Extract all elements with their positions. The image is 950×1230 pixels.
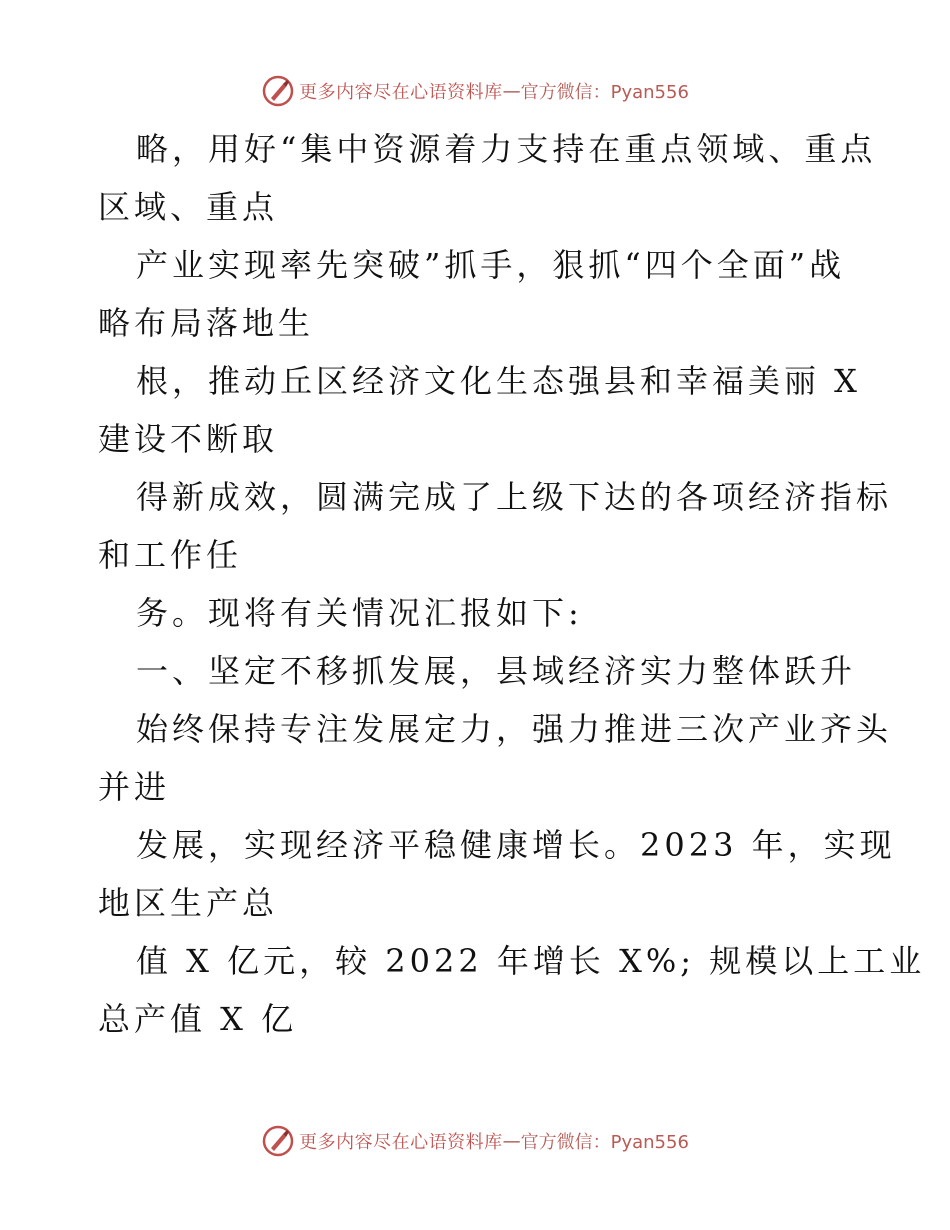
text-line: 务。现将有关情况汇报如下: [136, 594, 583, 632]
text-line: 建设不断取 [98, 420, 279, 458]
document-body [98, 124, 926, 1052]
watermark-footer [0, 1124, 950, 1158]
text-line: 得新成效，圆满完成了上级下达的各项经济指标 [136, 478, 893, 516]
watermark-wechat: 官方微信：Pyan556 [520, 82, 689, 103]
text-line: 略布局落地生 [98, 304, 315, 342]
text-line: 总产值 X 亿 [98, 1000, 298, 1038]
text-line: 和工作任 [98, 536, 243, 574]
watermark-separator: — [502, 80, 521, 102]
text-line: 根，推动丘区经济文化生态强县和幸福美丽 X [136, 362, 861, 400]
text-line: 并进 [98, 768, 171, 806]
pen-circle-icon [261, 1124, 295, 1158]
text-line: 区域、重点 [98, 188, 279, 226]
text-line: 值 X 亿元，较 2022 年增长 X%; 规模以上工业 [136, 942, 926, 980]
watermark-header [0, 74, 950, 108]
watermark-wechat: 官方微信：Pyan556 [520, 1132, 689, 1153]
watermark-text: 更多内容尽在心语资料库 [299, 1132, 503, 1153]
pen-circle-icon [261, 74, 295, 108]
text-line: 略，用好“集中资源着力支持在重点领域、重点 [136, 130, 877, 168]
text-line: 发展，实现经济平稳健康增长。2023 年，实现 [136, 826, 896, 864]
text-line: 始终保持专注发展定力，强力推进三次产业齐头 [136, 710, 893, 748]
text-line: 产业实现率先突破”抓手，狠抓“四个全面”战 [136, 246, 846, 284]
watermark-text: 更多内容尽在心语资料库 [299, 82, 503, 103]
section-heading: 一、坚定不移抓发展，县域经济实力整体跃升 [136, 652, 857, 690]
watermark-separator: — [502, 1130, 521, 1152]
text-line: 地区生产总 [98, 884, 279, 922]
